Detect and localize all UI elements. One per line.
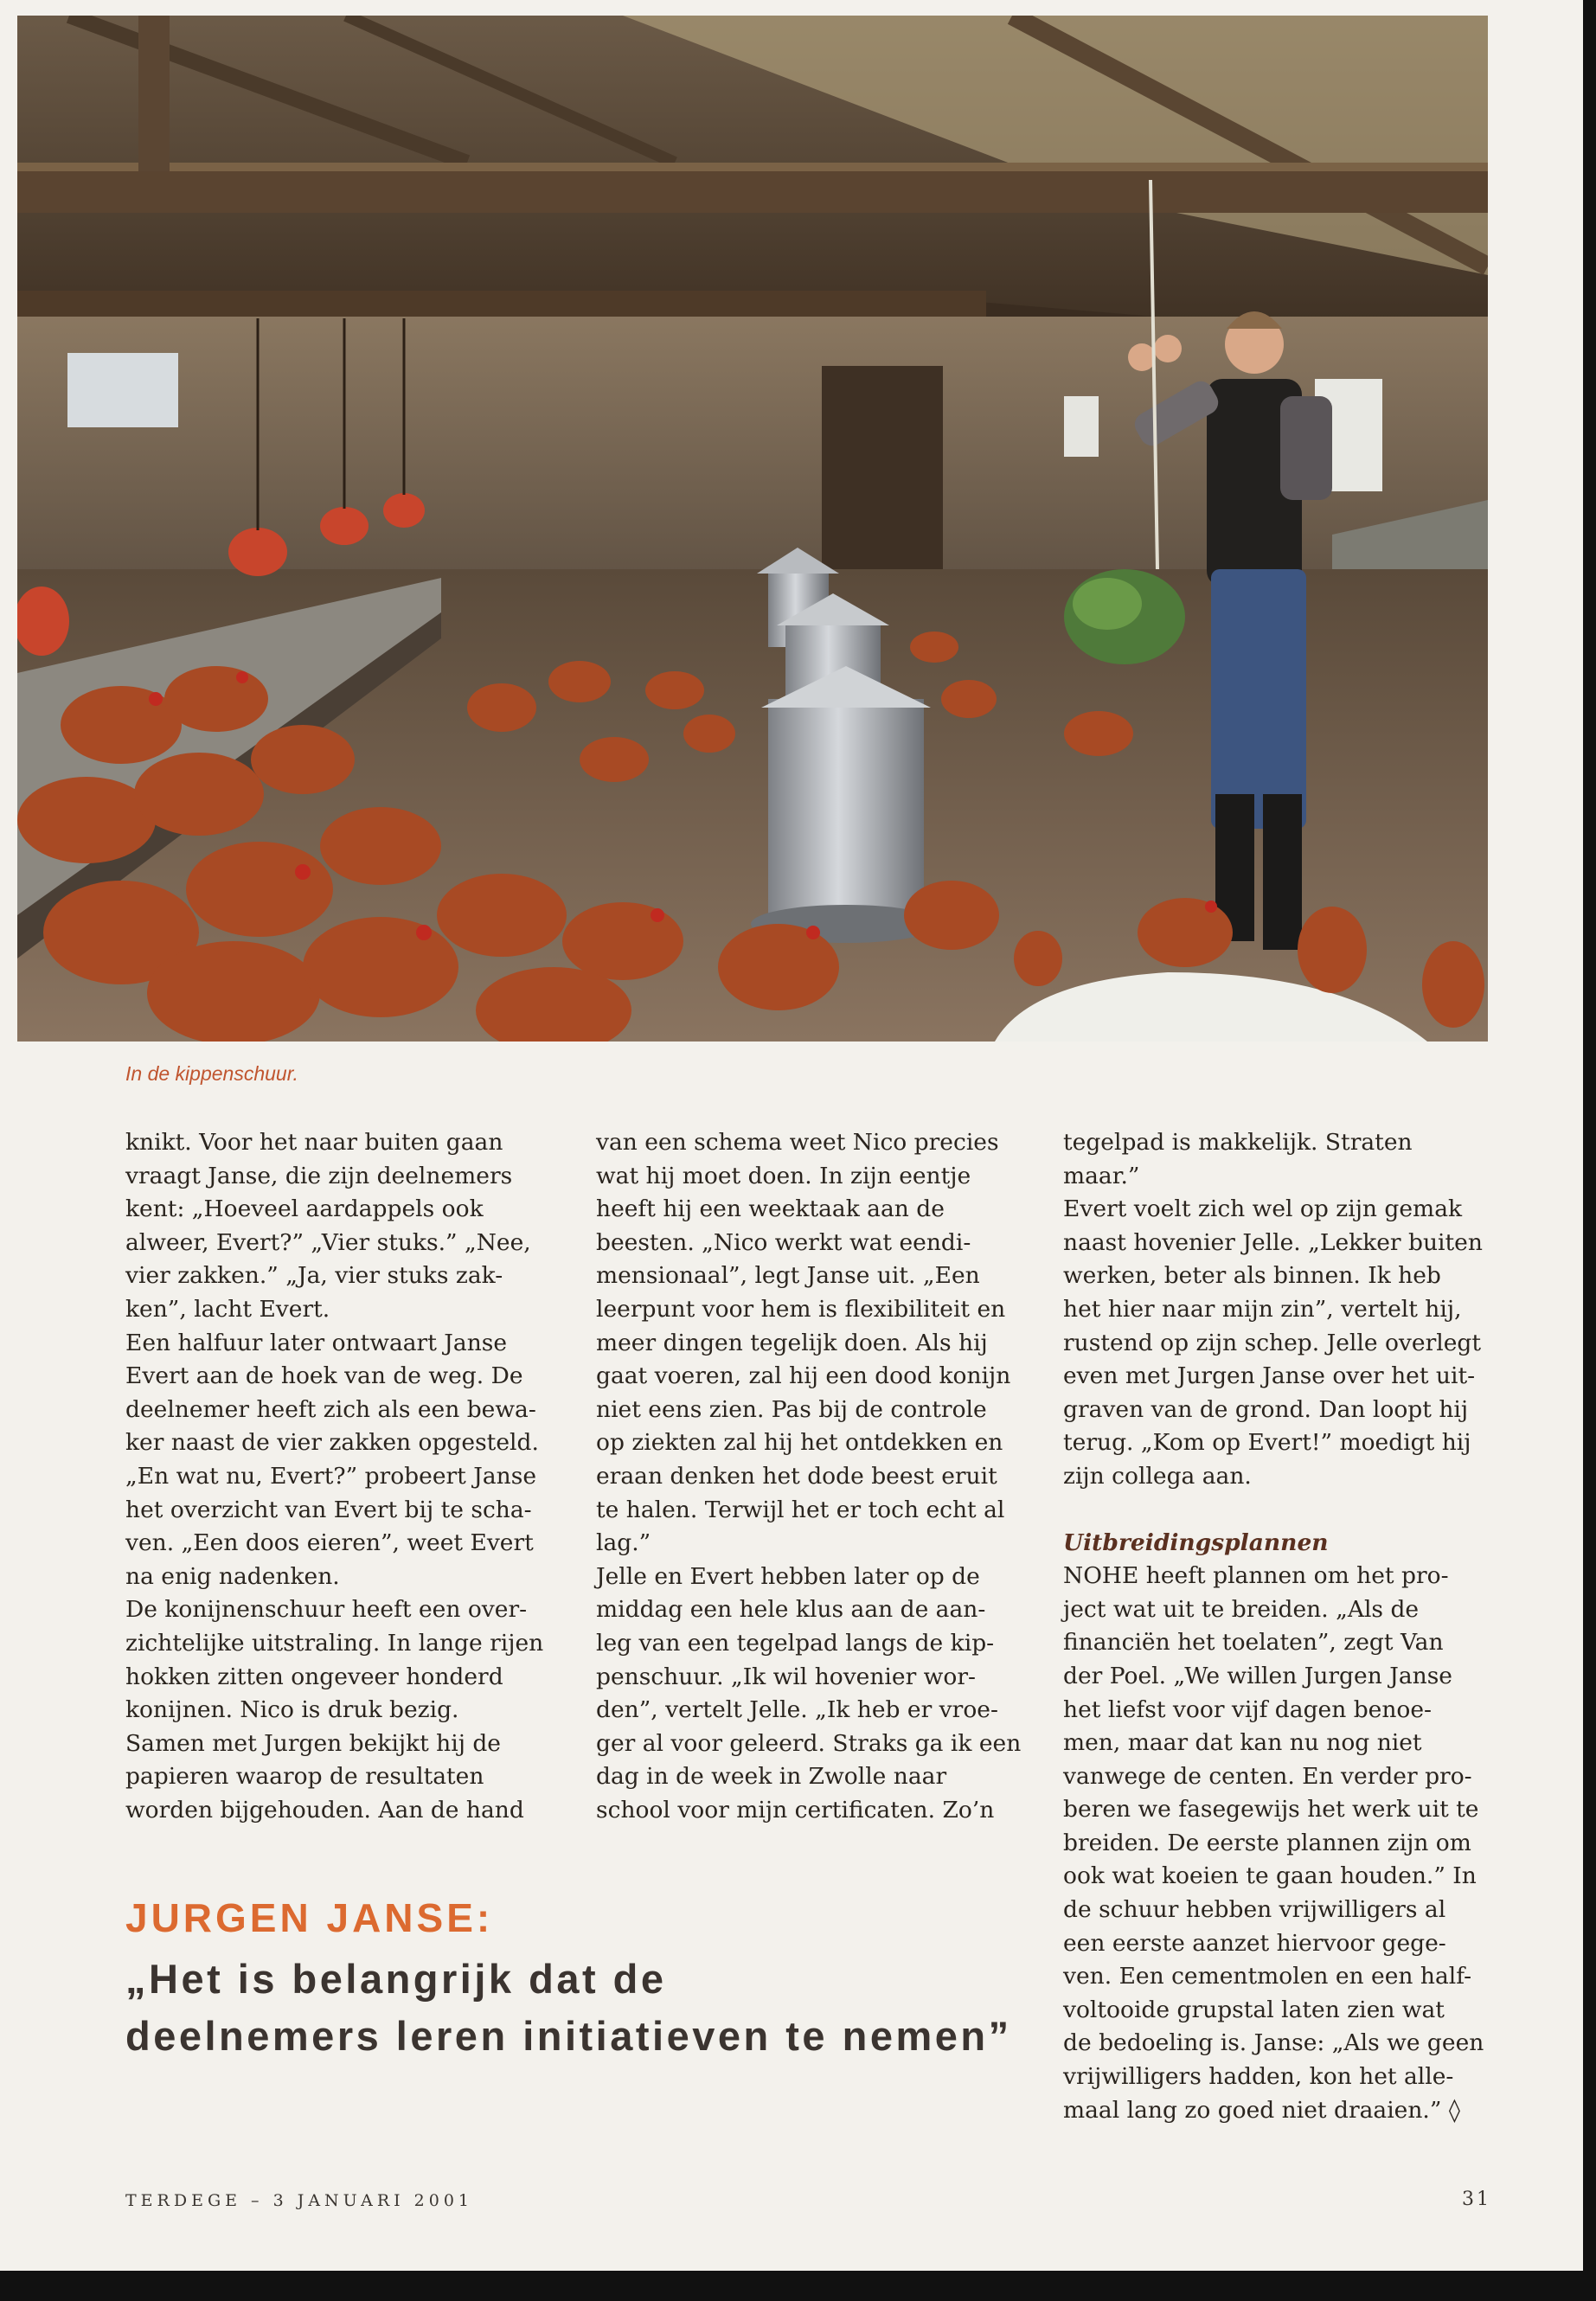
- text-line: papieren waarop de resultaten: [125, 1763, 484, 1791]
- text-line: vanwege de centen. En verder pro-: [1063, 1762, 1472, 1790]
- text-line: kent: „Hoeveel aardappels ook: [125, 1195, 484, 1223]
- text-line: ject wat uit te breiden. „Als de: [1063, 1595, 1420, 1623]
- text-line: ken”, lacht Evert.: [125, 1295, 330, 1323]
- text-line: financiën het toelaten”, zegt Van: [1063, 1629, 1444, 1657]
- text-line: lag.”: [596, 1529, 651, 1557]
- article-column-3: [1063, 1126, 1509, 2127]
- text-line: men, maar dat kan nu nog niet: [1063, 1729, 1422, 1757]
- section-subheading: Uitbreidingsplannen: [1063, 1529, 1329, 1556]
- text-line: de bedoeling is. Janse: „Als we geen: [1063, 2029, 1484, 2057]
- text-line: meer dingen tegelijk doen. Als hij: [596, 1329, 988, 1356]
- article-column-2: [596, 1126, 1046, 1827]
- text-line: Evert voelt zich wel op zijn gemak: [1063, 1195, 1463, 1223]
- text-line: knikt. Voor het naar buiten gaan: [125, 1129, 503, 1156]
- text-line: leerpunt voor hem is flexibiliteit en: [596, 1295, 1006, 1323]
- text-line: rustend op zijn schep. Jelle overlegt: [1063, 1329, 1482, 1356]
- text-line: wat hij moet doen. In zijn eentje: [596, 1162, 971, 1189]
- text-line: van een schema weet Nico precies: [596, 1129, 999, 1156]
- text-line: voltooide grupstal laten zien wat: [1063, 1996, 1445, 2023]
- pullquote-line: „Het is belangrijk dat de: [125, 1956, 667, 2002]
- text-line: na enig nadenken.: [125, 1562, 340, 1590]
- text-line: „En wat nu, Evert?” probeert Janse: [125, 1462, 537, 1490]
- text-line: tegelpad is makkelijk. Straten: [1063, 1129, 1413, 1156]
- text-line: NOHE heeft plannen om het pro-: [1063, 1562, 1449, 1590]
- text-line: ger al voor geleerd. Straks ga ik een: [596, 1729, 1022, 1757]
- text-line: zijn collega aan.: [1063, 1462, 1252, 1490]
- text-line: alweer, Evert?” „Vier stuks.” „Nee,: [125, 1228, 531, 1256]
- footer-publication: TERDEGE – 3 JANUARI 2001: [125, 2191, 474, 2210]
- text-line: De konijnenschuur heeft een over-: [125, 1596, 528, 1624]
- text-line: dag in de week in Zwolle naar: [596, 1763, 947, 1791]
- text-line: vrijwilligers hadden, kon het alle-: [1063, 2063, 1454, 2091]
- text-line: de schuur hebben vrijwilligers al: [1063, 1896, 1446, 1924]
- pullquote-name: JURGEN JANSE:: [125, 1895, 494, 1940]
- text-line: op ziekten zal hij het ontdekken en: [596, 1429, 1003, 1457]
- text-line: ook wat koeien te gaan houden.” In: [1063, 1862, 1477, 1890]
- text-line: vier zakken.” „Ja, vier stuks zak-: [125, 1262, 503, 1290]
- chicken-barn-illustration: [17, 16, 1488, 1042]
- text-line: eraan denken het dode beest eruit: [596, 1462, 997, 1490]
- text-line: beren we fasegewijs het werk uit te: [1063, 1796, 1479, 1823]
- text-line: niet eens zien. Pas bij de controle: [596, 1395, 987, 1423]
- pullquote-line: deelnemers leren initiatieven te nemen”: [125, 2013, 1012, 2059]
- text-line: der Poel. „We willen Jurgen Janse: [1063, 1662, 1452, 1689]
- photo-caption: In de kippenschuur.: [125, 1062, 298, 1085]
- text-line: naast hovenier Jelle. „Lekker buiten: [1063, 1228, 1483, 1256]
- text-line: beesten. „Nico werkt wat eendi-: [596, 1228, 971, 1256]
- text-line: terug. „Kom op Evert!” moedigt hij: [1063, 1429, 1471, 1457]
- text-line: Jelle en Evert hebben later op de: [596, 1562, 980, 1590]
- text-line: school voor mijn certificaten. Zo’n: [596, 1796, 995, 1823]
- text-line: een eerste aanzet hiervoor gege-: [1063, 1929, 1446, 1957]
- text-line: Samen met Jurgen bekijkt hij de: [125, 1729, 501, 1757]
- text-line: penschuur. „Ik wil hovenier wor-: [596, 1663, 976, 1690]
- text-line: mensionaal”, legt Janse uit. „Een: [596, 1262, 980, 1290]
- chicken-barn-photo: [17, 16, 1488, 1042]
- text-line: den”, vertelt Jelle. „Ik heb er vroe-: [596, 1696, 998, 1724]
- text-line: te halen. Terwijl het er toch echt al: [596, 1496, 1005, 1523]
- text-line: Evert aan de hoek van de weg. De: [125, 1362, 523, 1390]
- text-line: Een halfuur later ontwaart Janse: [125, 1329, 508, 1356]
- text-line: heeft hij een weektaak aan de: [596, 1195, 945, 1223]
- text-line: graven van de grond. Dan loopt hij: [1063, 1395, 1469, 1423]
- text-line: breiden. De eerste plannen zijn om: [1063, 1829, 1471, 1856]
- page-number: 31: [1462, 2189, 1491, 2210]
- text-line: ker naast de vier zakken opgesteld.: [125, 1429, 539, 1457]
- pullquote-text: [125, 1951, 1025, 2065]
- text-line: werken, beter als binnen. Ik heb: [1063, 1262, 1441, 1290]
- text-line: het hier naar mijn zin”, vertelt hij,: [1063, 1295, 1462, 1323]
- text-line: gaat voeren, zal hij een dood konijn: [596, 1362, 1011, 1390]
- text-line: middag een hele klus aan de aan-: [596, 1596, 986, 1624]
- text-line: het liefst voor vijf dagen benoe-: [1063, 1695, 1433, 1723]
- text-line: vraagt Janse, die zijn deelnemers: [125, 1162, 513, 1189]
- text-line: hokken zitten ongeveer honderd: [125, 1663, 503, 1690]
- text-line: leg van een tegelpad langs de kip-: [596, 1629, 995, 1657]
- text-line: maal lang zo goed niet draaien.” ◊: [1063, 2096, 1460, 2124]
- text-line: zichtelijke uitstraling. In lange rijen: [125, 1629, 544, 1657]
- article-column-1: [125, 1126, 575, 1827]
- text-line: even met Jurgen Janse over het uit-: [1063, 1362, 1476, 1390]
- text-line: deelnemer heeft zich als een bewa-: [125, 1395, 536, 1423]
- text-line: maar.”: [1063, 1162, 1140, 1189]
- text-line: ven. Een cementmolen en een half-: [1063, 1963, 1472, 1990]
- text-line: konijnen. Nico is druk bezig.: [125, 1696, 459, 1724]
- text-line: worden bijgehouden. Aan de hand: [125, 1796, 524, 1823]
- text-line: ven. „Een doos eieren”, weet Evert: [125, 1529, 534, 1557]
- text-line: het overzicht van Evert bij te scha-: [125, 1496, 532, 1523]
